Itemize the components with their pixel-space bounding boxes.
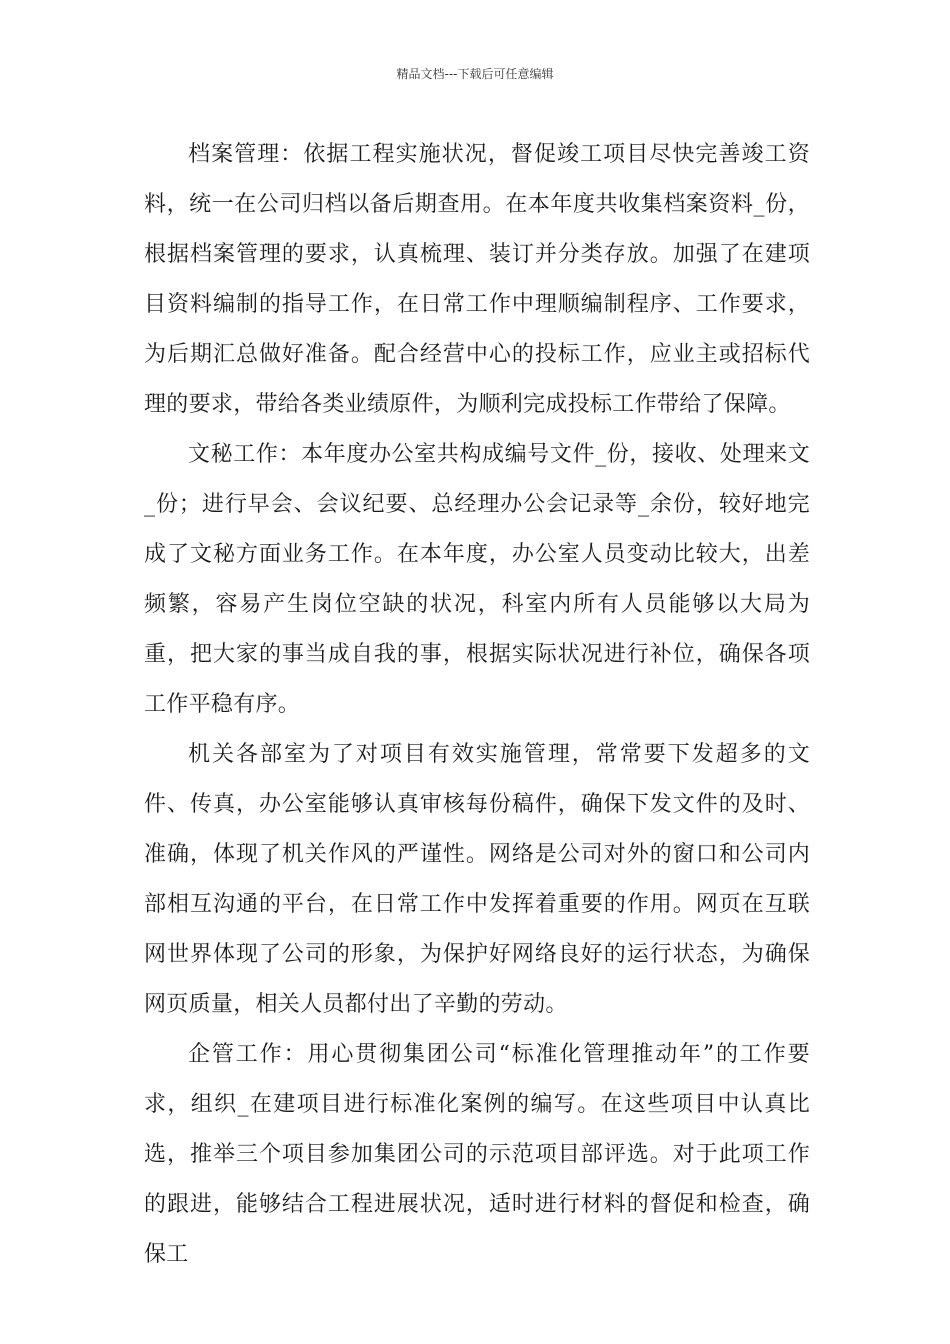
paragraph-secretarial-work: 文秘工作：本年度办公室共构成编号文件_份，接收、处理来文_份；进行早会、会议纪要、总经理办公会记录等_余份，较好地完成了文秘方面业务工作。在本年度，办公室人员变动比较大，出差频繁，容易产生岗位空缺的状况，科室内所有人员能够以大局为重，把大家的事当成自我的事，根据实际状况进行补位，确保各项工作平稳有序。 — [144, 442, 810, 717]
paragraph-archive-management: 档案管理：依据工程实施状况，督促竣工项目尽快完善竣工资料，统一在公司归档以备后期查用。在本年度共收集档案资料_份，根据档案管理的要求，认真梳理、装订并分类存放。加强了在建项目资料编制的指导工作，在日常工作中理顺编制程序、工作要求，为后期汇总做好准备。配合经营中心的投标工作，应业主或招标代理的要求，带给各类业绩原件，为顺利完成投标工作带给了保障。 — [144, 142, 810, 417]
document-body — [144, 130, 810, 1280]
paragraph-enterprise-management: 企管工作：用心贯彻集团公司“标准化管理推动年”的工作要求，组织_在建项目进行标准化案例的编写。在这些项目中认真比选，推举三个项目参加集团公司的示范项目部评选。对于此项工作的跟进，能够结合工程进展状况，适时进行材料的督促和检查，确保工 — [144, 1042, 810, 1267]
paragraph-department-documents: 机关各部室为了对项目有效实施管理，常常要下发超多的文件、传真，办公室能够认真审核每份稿件，确保下发文件的及时、准确，体现了机关作风的严谨性。网络是公司对外的窗口和公司内部相互沟通的平台，在日常工作中发挥着重要的作用。网页在互联网世界体现了公司的形象，为保护好网络良好的运行状态，为确保网页质量，相关人员都付出了辛勤的劳动。 — [144, 742, 810, 1017]
page-header: 精品文档---下载后可任意编辑 — [396, 67, 554, 81]
